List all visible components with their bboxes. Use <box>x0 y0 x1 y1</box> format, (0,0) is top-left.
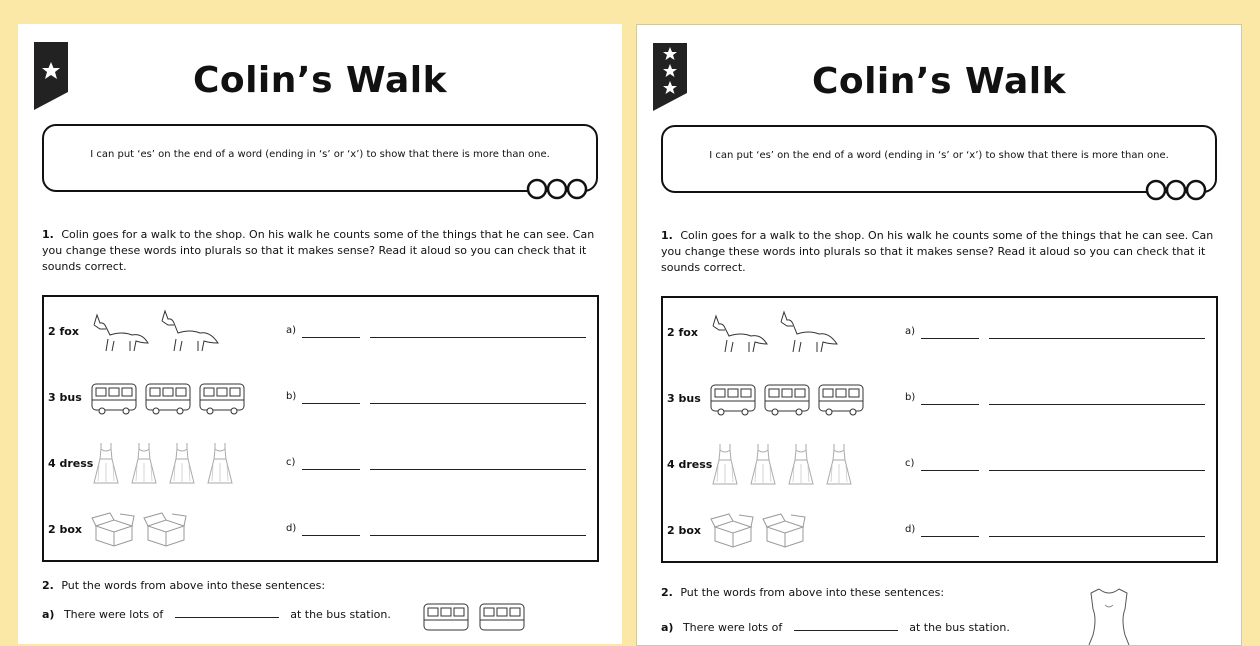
question-1-text: Colin goes for a walk to the shop. On his walk he counts some of the things that he can see. Can you change these words into plurals so that it makes sense? Read it aloud so you can check that it sounds correct. <box>42 228 595 273</box>
question-1 <box>42 227 598 275</box>
answer-line-short[interactable] <box>302 535 360 536</box>
table-row <box>663 440 1216 490</box>
plurals-table <box>661 296 1218 563</box>
dress-icon <box>747 442 779 488</box>
plurals-table <box>42 295 599 562</box>
dress-icon <box>166 441 198 487</box>
sentence-a <box>661 621 1010 634</box>
sentence-before: There were lots of <box>63 608 164 621</box>
bus-icon <box>422 600 470 636</box>
table-row <box>44 373 597 423</box>
table-row <box>663 374 1216 424</box>
page-title: Colin’s Walk <box>192 60 448 101</box>
row-label: 2 box <box>48 523 83 536</box>
page-title: Colin’s Walk <box>811 61 1067 102</box>
bus-icon <box>709 381 757 417</box>
row-label: 2 box <box>667 524 702 537</box>
table-row <box>663 506 1216 556</box>
sentence-after: at the bus station. <box>290 608 391 621</box>
sentence-before: There were lots of <box>682 621 783 634</box>
dress-icon <box>785 442 817 488</box>
table-row <box>44 505 597 555</box>
answer-line-long[interactable] <box>370 469 586 470</box>
box-icon <box>90 510 136 550</box>
sentence-marker: a) <box>661 621 674 634</box>
answer-line-short[interactable] <box>302 469 360 470</box>
fox-icon <box>709 310 771 356</box>
row-label: 3 bus <box>48 391 82 404</box>
sentence-blank[interactable] <box>175 617 279 618</box>
bus-icon <box>817 381 865 417</box>
self-assessment-circles-icon <box>1145 179 1207 201</box>
bus-icon <box>763 381 811 417</box>
answer-line-long[interactable] <box>989 470 1205 471</box>
worksheet-one-star <box>18 24 622 644</box>
row-label: 2 fox <box>48 325 79 338</box>
dress-icon <box>204 441 236 487</box>
learning-objective-box <box>661 125 1217 193</box>
answer-line-long[interactable] <box>370 337 586 338</box>
bus-icon <box>144 380 192 416</box>
question-2-number: 2. <box>661 586 673 599</box>
row-label: 4 dress <box>667 458 713 471</box>
learning-objective-text: I can put ‘es’ on the end of a word (ending in ‘s’ or ‘x’) to show that there is more than one. <box>709 149 1169 161</box>
row-label: 2 fox <box>667 326 698 339</box>
dress-icon <box>823 442 855 488</box>
answer-line-short[interactable] <box>302 337 360 338</box>
answer-line-short[interactable] <box>921 470 979 471</box>
dress-icon <box>90 441 122 487</box>
bus-icon <box>478 600 526 636</box>
answer-letter: c) <box>905 458 915 469</box>
worksheet-three-star <box>636 24 1242 646</box>
table-row <box>663 308 1216 358</box>
row-label: 3 bus <box>667 392 701 405</box>
bus-icon <box>198 380 246 416</box>
answer-line-long[interactable] <box>989 536 1205 537</box>
sentence-marker: a) <box>42 608 55 621</box>
self-assessment-circles-icon <box>526 178 588 200</box>
fox-icon <box>90 309 152 355</box>
dress-icon <box>1081 585 1137 645</box>
answer-line-short[interactable] <box>921 338 979 339</box>
learning-objective-box <box>42 124 598 192</box>
answer-line-short[interactable] <box>921 404 979 405</box>
answer-line-short[interactable] <box>302 403 360 404</box>
question-2-text: Put the words from above into these sentences: <box>61 579 326 592</box>
box-icon <box>709 511 755 551</box>
answer-line-long[interactable] <box>989 404 1205 405</box>
answer-letter: c) <box>286 457 296 468</box>
question-2 <box>661 586 944 599</box>
row-label: 4 dress <box>48 457 94 470</box>
answer-letter: b) <box>905 392 916 403</box>
answer-letter: d) <box>286 523 297 534</box>
answer-line-long[interactable] <box>370 535 586 536</box>
answer-line-long[interactable] <box>370 403 586 404</box>
dress-icon <box>128 441 160 487</box>
box-icon <box>142 510 188 550</box>
question-2-text: Put the words from above into these sentences: <box>680 586 945 599</box>
question-2 <box>42 579 325 592</box>
box-icon <box>761 511 807 551</box>
question-2-number: 2. <box>42 579 54 592</box>
answer-line-short[interactable] <box>921 536 979 537</box>
sentence-a-pictures <box>422 600 534 636</box>
answer-line-long[interactable] <box>989 338 1205 339</box>
bus-icon <box>90 380 138 416</box>
answer-letter: d) <box>905 524 916 535</box>
answer-letter: b) <box>286 391 297 402</box>
table-row <box>44 307 597 357</box>
fox-icon <box>158 309 220 355</box>
dress-icon <box>709 442 741 488</box>
question-1-number: 1. <box>661 229 673 242</box>
sentence-a <box>42 608 391 621</box>
learning-objective-text: I can put ‘es’ on the end of a word (ending in ‘s’ or ‘x’) to show that there is more than one. <box>90 148 550 160</box>
sentence-blank[interactable] <box>794 630 898 631</box>
table-row <box>44 439 597 489</box>
fox-icon <box>777 310 839 356</box>
question-1 <box>661 228 1217 276</box>
answer-letter: a) <box>286 325 297 336</box>
question-1-number: 1. <box>42 228 54 241</box>
question-1-text: Colin goes for a walk to the shop. On his walk he counts some of the things that he can see. Can you change these words into plurals so that it makes sense? Read it aloud so you can check that it sounds correct. <box>661 229 1214 274</box>
answer-letter: a) <box>905 326 916 337</box>
sentence-after: at the bus station. <box>909 621 1010 634</box>
